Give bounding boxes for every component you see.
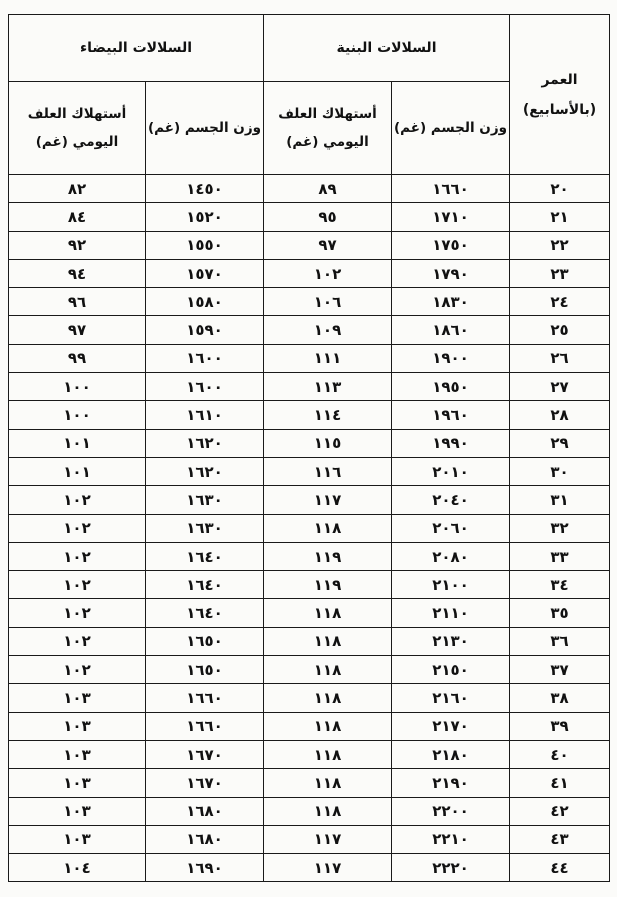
table-row <box>9 712 610 740</box>
brown-body-weight-cell: ١٩٩٠ <box>392 429 510 457</box>
white-body-weight-cell: ١٦٢٠ <box>146 457 264 485</box>
brown-feed-intake-cell: ١١٣ <box>264 373 392 401</box>
white-body-weight-cell: ١٦٦٠ <box>146 684 264 712</box>
brown-feed-intake-cell: ٩٧ <box>264 231 392 259</box>
brown-breeds-header: السلالات البنية <box>264 15 510 82</box>
white-body-weight-cell: ١٤٥٠ <box>146 175 264 203</box>
brown-feed-intake-cell: ١٠٩ <box>264 316 392 344</box>
white-body-weight-cell: ١٦١٠ <box>146 401 264 429</box>
brown-feed-intake-cell: ١١٨ <box>264 656 392 684</box>
brown-feed-intake-cell: ١١٨ <box>264 627 392 655</box>
brown-body-weight-cell: ٢١٩٠ <box>392 769 510 797</box>
white-body-weight-cell: ١٥٧٠ <box>146 259 264 287</box>
brown-body-weight-cell: ١٩٦٠ <box>392 401 510 429</box>
brown-feed-intake-label-1: أستهلاك العلف <box>278 106 377 122</box>
white-feed-intake-cell: ١٠٤ <box>9 854 146 882</box>
brown-body-weight-cell: ٢٢٢٠ <box>392 854 510 882</box>
brown-feed-intake-cell: ١١٨ <box>264 740 392 768</box>
brown-feed-intake-cell: ١٠٦ <box>264 288 392 316</box>
white-feed-intake-cell: ١٠٢ <box>9 656 146 684</box>
white-feed-intake-cell: ١٠٢ <box>9 486 146 514</box>
brown-body-weight-cell: ٢١٥٠ <box>392 656 510 684</box>
brown-feed-intake-cell: ١٠٢ <box>264 259 392 287</box>
brown-feed-intake-cell: ١١٨ <box>264 797 392 825</box>
white-feed-intake-cell: ١٠٣ <box>9 769 146 797</box>
table-row <box>9 373 610 401</box>
white-feed-intake-label-2: اليومي (غم) <box>35 134 119 150</box>
age-header-unit: (بالأسابيع) <box>522 101 597 118</box>
brown-body-weight-cell: ١٨٦٠ <box>392 316 510 344</box>
age-header <box>510 15 610 175</box>
white-feed-intake-cell: ٩٢ <box>9 231 146 259</box>
age-cell: ٣١ <box>510 486 610 514</box>
age-header-label: العمر <box>541 71 578 88</box>
brown-body-weight-cell: ١٧١٠ <box>392 203 510 231</box>
table-row <box>9 401 610 429</box>
brown-feed-intake-cell: ١١٤ <box>264 401 392 429</box>
white-body-weight-cell: ١٦٥٠ <box>146 656 264 684</box>
age-cell: ٢٥ <box>510 316 610 344</box>
age-cell: ٢٨ <box>510 401 610 429</box>
white-body-weight-cell: ١٦٠٠ <box>146 344 264 372</box>
white-body-weight-cell: ١٦٩٠ <box>146 854 264 882</box>
white-body-weight-cell: ١٦٦٠ <box>146 712 264 740</box>
age-cell: ٣٥ <box>510 599 610 627</box>
table-row <box>9 429 610 457</box>
table-row <box>9 259 610 287</box>
white-feed-intake-cell: ٨٢ <box>9 175 146 203</box>
brown-body-weight-cell: ٢٠٦٠ <box>392 514 510 542</box>
age-cell: ٤١ <box>510 769 610 797</box>
white-body-weight-cell: ١٦٧٠ <box>146 769 264 797</box>
white-body-weight-cell: ١٦٠٠ <box>146 373 264 401</box>
table-row <box>9 571 610 599</box>
age-cell: ٣٦ <box>510 627 610 655</box>
brown-body-weight-cell: ٢١٣٠ <box>392 627 510 655</box>
brown-body-weight-cell: ١٩٠٠ <box>392 344 510 372</box>
brown-body-weight-cell: ٢٢١٠ <box>392 825 510 853</box>
brown-feed-intake-cell: ١١٥ <box>264 429 392 457</box>
white-body-weight-cell: ١٦٨٠ <box>146 825 264 853</box>
white-body-weight-cell: ١٦٤٠ <box>146 542 264 570</box>
white-feed-intake-cell: ١٠٣ <box>9 825 146 853</box>
white-body-weight-cell: ١٦٥٠ <box>146 627 264 655</box>
table-row <box>9 542 610 570</box>
table-row <box>9 797 610 825</box>
age-cell: ٤٠ <box>510 740 610 768</box>
white-feed-intake-cell: ١٠٣ <box>9 684 146 712</box>
table-row <box>9 231 610 259</box>
brown-body-weight-cell: ٢٠١٠ <box>392 457 510 485</box>
brown-feed-intake-header <box>264 82 392 175</box>
white-feed-intake-cell: ٩٩ <box>9 344 146 372</box>
white-body-weight-cell: ١٦٣٠ <box>146 514 264 542</box>
white-body-weight-cell: ١٦٢٠ <box>146 429 264 457</box>
white-feed-intake-header <box>9 82 146 175</box>
white-feed-intake-cell: ١٠٠ <box>9 373 146 401</box>
table-row <box>9 486 610 514</box>
brown-body-weight-cell: ٢١٧٠ <box>392 712 510 740</box>
age-cell: ٤٣ <box>510 825 610 853</box>
age-cell: ٢٠ <box>510 175 610 203</box>
brown-feed-intake-cell: ١١١ <box>264 344 392 372</box>
brown-body-weight-cell: ١٦٦٠ <box>392 175 510 203</box>
white-body-weight-cell: ١٥٨٠ <box>146 288 264 316</box>
table-row <box>9 203 610 231</box>
brown-body-weight-label: وزن الجسم (غم) <box>394 120 507 136</box>
brown-feed-intake-cell: ١١٨ <box>264 684 392 712</box>
brown-feed-intake-cell: ١١٩ <box>264 542 392 570</box>
brown-body-weight-cell: ٢٠٤٠ <box>392 486 510 514</box>
age-cell: ٢٧ <box>510 373 610 401</box>
age-cell: ٣٨ <box>510 684 610 712</box>
table-row <box>9 769 610 797</box>
age-cell: ٢٦ <box>510 344 610 372</box>
white-feed-intake-cell: ١٠١ <box>9 429 146 457</box>
brown-body-weight-cell: ١٧٥٠ <box>392 231 510 259</box>
table-row <box>9 825 610 853</box>
age-cell: ٢٩ <box>510 429 610 457</box>
brown-body-weight-cell: ٢٢٠٠ <box>392 797 510 825</box>
age-cell: ٤٤ <box>510 854 610 882</box>
table-row <box>9 656 610 684</box>
age-cell: ٣٢ <box>510 514 610 542</box>
brown-body-weight-cell: ٢١٨٠ <box>392 740 510 768</box>
age-cell: ٣٩ <box>510 712 610 740</box>
white-body-weight-cell: ١٥٥٠ <box>146 231 264 259</box>
brown-body-weight-cell: ٢١١٠ <box>392 599 510 627</box>
white-feed-intake-cell: ١٠٣ <box>9 712 146 740</box>
brown-feed-intake-cell: ٩٥ <box>264 203 392 231</box>
white-body-weight-cell: ١٦٨٠ <box>146 797 264 825</box>
white-feed-intake-cell: ١٠١ <box>9 457 146 485</box>
age-cell: ٤٢ <box>510 797 610 825</box>
white-body-weight-cell: ١٦٣٠ <box>146 486 264 514</box>
white-feed-intake-cell: ٩٧ <box>9 316 146 344</box>
header-row-groups <box>9 15 610 82</box>
brown-feed-intake-cell: ١١٧ <box>264 825 392 853</box>
table-row <box>9 740 610 768</box>
table-row <box>9 854 610 882</box>
brown-feed-intake-cell: ١١٨ <box>264 712 392 740</box>
table-row <box>9 514 610 542</box>
white-feed-intake-cell: ١٠٣ <box>9 797 146 825</box>
white-body-weight-cell: ١٥٢٠ <box>146 203 264 231</box>
brown-feed-intake-cell: ١١٨ <box>264 514 392 542</box>
age-cell: ٣٣ <box>510 542 610 570</box>
white-feed-intake-cell: ١٠٢ <box>9 627 146 655</box>
white-feed-intake-cell: ١٠٠ <box>9 401 146 429</box>
table-row <box>9 457 610 485</box>
white-feed-intake-cell: ٩٤ <box>9 259 146 287</box>
table-row <box>9 627 610 655</box>
layer-weight-feed-table <box>8 14 610 882</box>
table-row <box>9 344 610 372</box>
white-body-weight-header <box>146 82 264 175</box>
brown-feed-intake-cell: ١١٦ <box>264 457 392 485</box>
brown-body-weight-cell: ٢١٦٠ <box>392 684 510 712</box>
white-body-weight-cell: ١٥٩٠ <box>146 316 264 344</box>
table-row <box>9 288 610 316</box>
white-feed-intake-cell: ١٠٢ <box>9 542 146 570</box>
table-row <box>9 684 610 712</box>
white-body-weight-cell: ١٦٧٠ <box>146 740 264 768</box>
brown-body-weight-cell: ١٩٥٠ <box>392 373 510 401</box>
white-feed-intake-cell: ١٠٣ <box>9 740 146 768</box>
white-body-weight-cell: ١٦٤٠ <box>146 599 264 627</box>
table-row <box>9 175 610 203</box>
age-cell: ٢٤ <box>510 288 610 316</box>
brown-feed-intake-cell: ١١٨ <box>264 599 392 627</box>
brown-body-weight-cell: ٢١٠٠ <box>392 571 510 599</box>
white-body-weight-label: وزن الجسم (غم) <box>148 120 261 136</box>
age-cell: ٣٠ <box>510 457 610 485</box>
table-row <box>9 316 610 344</box>
brown-feed-intake-cell: ٨٩ <box>264 175 392 203</box>
age-cell: ٢٣ <box>510 259 610 287</box>
age-cell: ٢٢ <box>510 231 610 259</box>
brown-feed-intake-label-2: اليومي (غم) <box>286 134 369 150</box>
brown-feed-intake-cell: ١١٧ <box>264 854 392 882</box>
white-feed-intake-cell: ١٠٢ <box>9 571 146 599</box>
brown-body-weight-cell: ١٨٣٠ <box>392 288 510 316</box>
white-breeds-header: السلالات البيضاء <box>9 15 264 82</box>
white-feed-intake-cell: ٨٤ <box>9 203 146 231</box>
age-cell: ٣٧ <box>510 656 610 684</box>
white-feed-intake-cell: ١٠٢ <box>9 514 146 542</box>
white-body-weight-cell: ١٦٤٠ <box>146 571 264 599</box>
brown-feed-intake-cell: ١١٧ <box>264 486 392 514</box>
brown-feed-intake-cell: ١١٩ <box>264 571 392 599</box>
brown-body-weight-cell: ١٧٩٠ <box>392 259 510 287</box>
age-cell: ٢١ <box>510 203 610 231</box>
white-feed-intake-cell: ١٠٢ <box>9 599 146 627</box>
table-row <box>9 599 610 627</box>
brown-feed-intake-cell: ١١٨ <box>264 769 392 797</box>
age-cell: ٣٤ <box>510 571 610 599</box>
brown-body-weight-cell: ٢٠٨٠ <box>392 542 510 570</box>
white-feed-intake-cell: ٩٦ <box>9 288 146 316</box>
white-feed-intake-label-1: أستهلاك العلف <box>27 106 127 122</box>
brown-body-weight-header <box>392 82 510 175</box>
